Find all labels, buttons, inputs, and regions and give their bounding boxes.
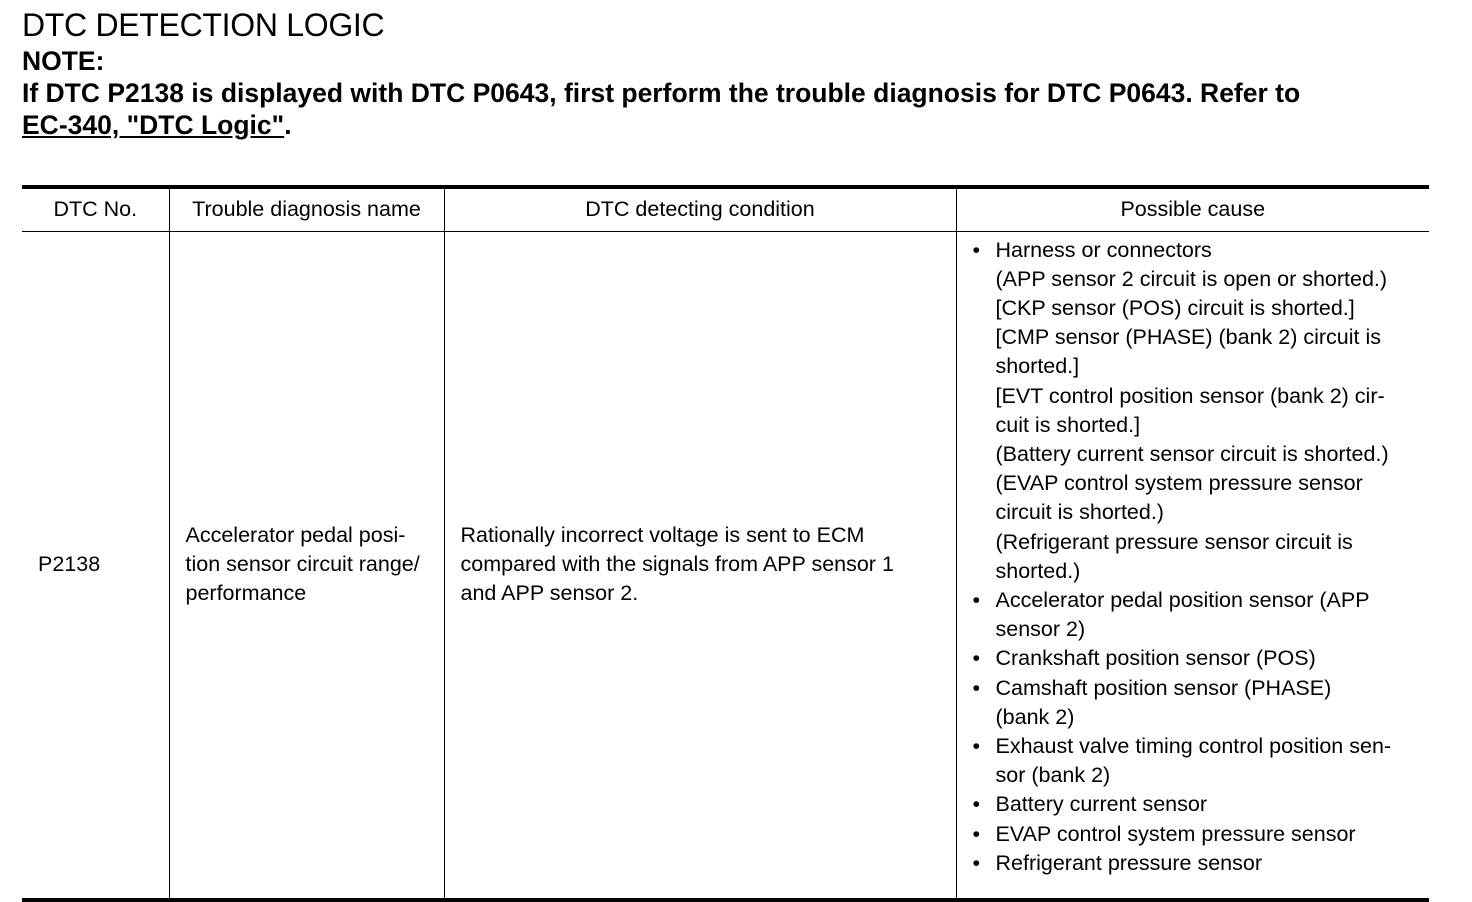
cause-line: • Camshaft position sensor (PHASE)	[995, 675, 1332, 700]
name-line: performance	[185, 581, 307, 606]
cause-line: (Refrigerant pressure sensor circuit is	[995, 529, 1353, 554]
cell-possible-cause	[956, 231, 1429, 900]
header-dtc-no: DTC No.	[22, 187, 169, 231]
header-dtc-detecting-condition: DTC detecting condition	[444, 187, 956, 231]
note-trailing: .	[284, 110, 292, 140]
cause-line: shorted.]	[995, 354, 1080, 379]
list-item	[973, 820, 1424, 849]
possible-cause-list	[973, 236, 1424, 878]
note-text: If DTC P2138 is displayed with DTC P0643, first perform the trouble diagnosis for DTC P0643. Refer to	[22, 78, 1301, 108]
cause-line: • Exhaust valve timing control position sen-	[995, 733, 1392, 758]
cause-line: • Crankshaft position sensor (POS)	[995, 646, 1316, 671]
cause-line: cuit is shorted.]	[995, 412, 1141, 437]
list-item	[973, 732, 1424, 790]
cause-line: [EVT control position sensor (bank 2) cir-	[995, 383, 1385, 408]
table-row	[22, 231, 1429, 900]
cause-line: shorted.)	[995, 558, 1081, 583]
list-item	[973, 849, 1424, 878]
cell-dtc-detecting-condition	[444, 231, 956, 900]
cause-line: circuit is shorted.)	[995, 500, 1164, 525]
header-trouble-diagnosis-name: Trouble diagnosis name	[169, 187, 444, 231]
dtc-logic-link[interactable]: EC-340, "DTC Logic"	[22, 110, 285, 140]
cause-line: (EVAP control system pressure sensor	[995, 471, 1363, 496]
dtc-table	[22, 185, 1429, 902]
cause-line: • Accelerator pedal position sensor (APP	[995, 587, 1370, 612]
list-item	[973, 236, 1424, 586]
cause-line: • Harness or connectors	[995, 237, 1212, 262]
cell-dtc-no: P2138	[22, 231, 169, 900]
cause-line: • Battery current sensor	[995, 792, 1208, 817]
condition-line: and APP sensor 2.	[460, 581, 639, 606]
list-item	[973, 790, 1424, 819]
condition-line: compared with the signals from APP sensor 1	[460, 551, 894, 576]
page-title: DTC DETECTION LOGIC	[22, 7, 385, 43]
cause-line: (Battery current sensor circuit is shorted.)	[995, 441, 1389, 466]
cause-line: • Refrigerant pressure sensor	[995, 850, 1262, 875]
note-reference-line	[22, 109, 1452, 141]
cause-line: (APP sensor 2 circuit is open or shorted.)	[995, 266, 1388, 291]
condition-line: Rationally incorrect voltage is sent to ECM	[460, 522, 865, 547]
list-item	[973, 674, 1424, 732]
cause-line: sor (bank 2)	[995, 763, 1111, 788]
cause-line: • EVAP control system pressure sensor	[995, 821, 1356, 846]
cause-line: [CMP sensor (PHASE) (bank 2) circuit is	[995, 325, 1382, 350]
cell-trouble-diagnosis-name	[169, 231, 444, 900]
table-header-row	[22, 187, 1429, 231]
name-line: Accelerator pedal posi-	[185, 522, 406, 547]
note-label: NOTE:	[22, 46, 105, 76]
list-item	[973, 644, 1424, 673]
cause-line: [CKP sensor (POS) circuit is shorted.]	[995, 295, 1355, 320]
cause-line: sensor 2)	[995, 617, 1086, 642]
header-possible-cause: Possible cause	[956, 187, 1429, 231]
name-line: tion sensor circuit range/	[185, 551, 420, 576]
cause-line: (bank 2)	[995, 704, 1075, 729]
note-block	[22, 45, 1452, 141]
list-item	[973, 586, 1424, 644]
